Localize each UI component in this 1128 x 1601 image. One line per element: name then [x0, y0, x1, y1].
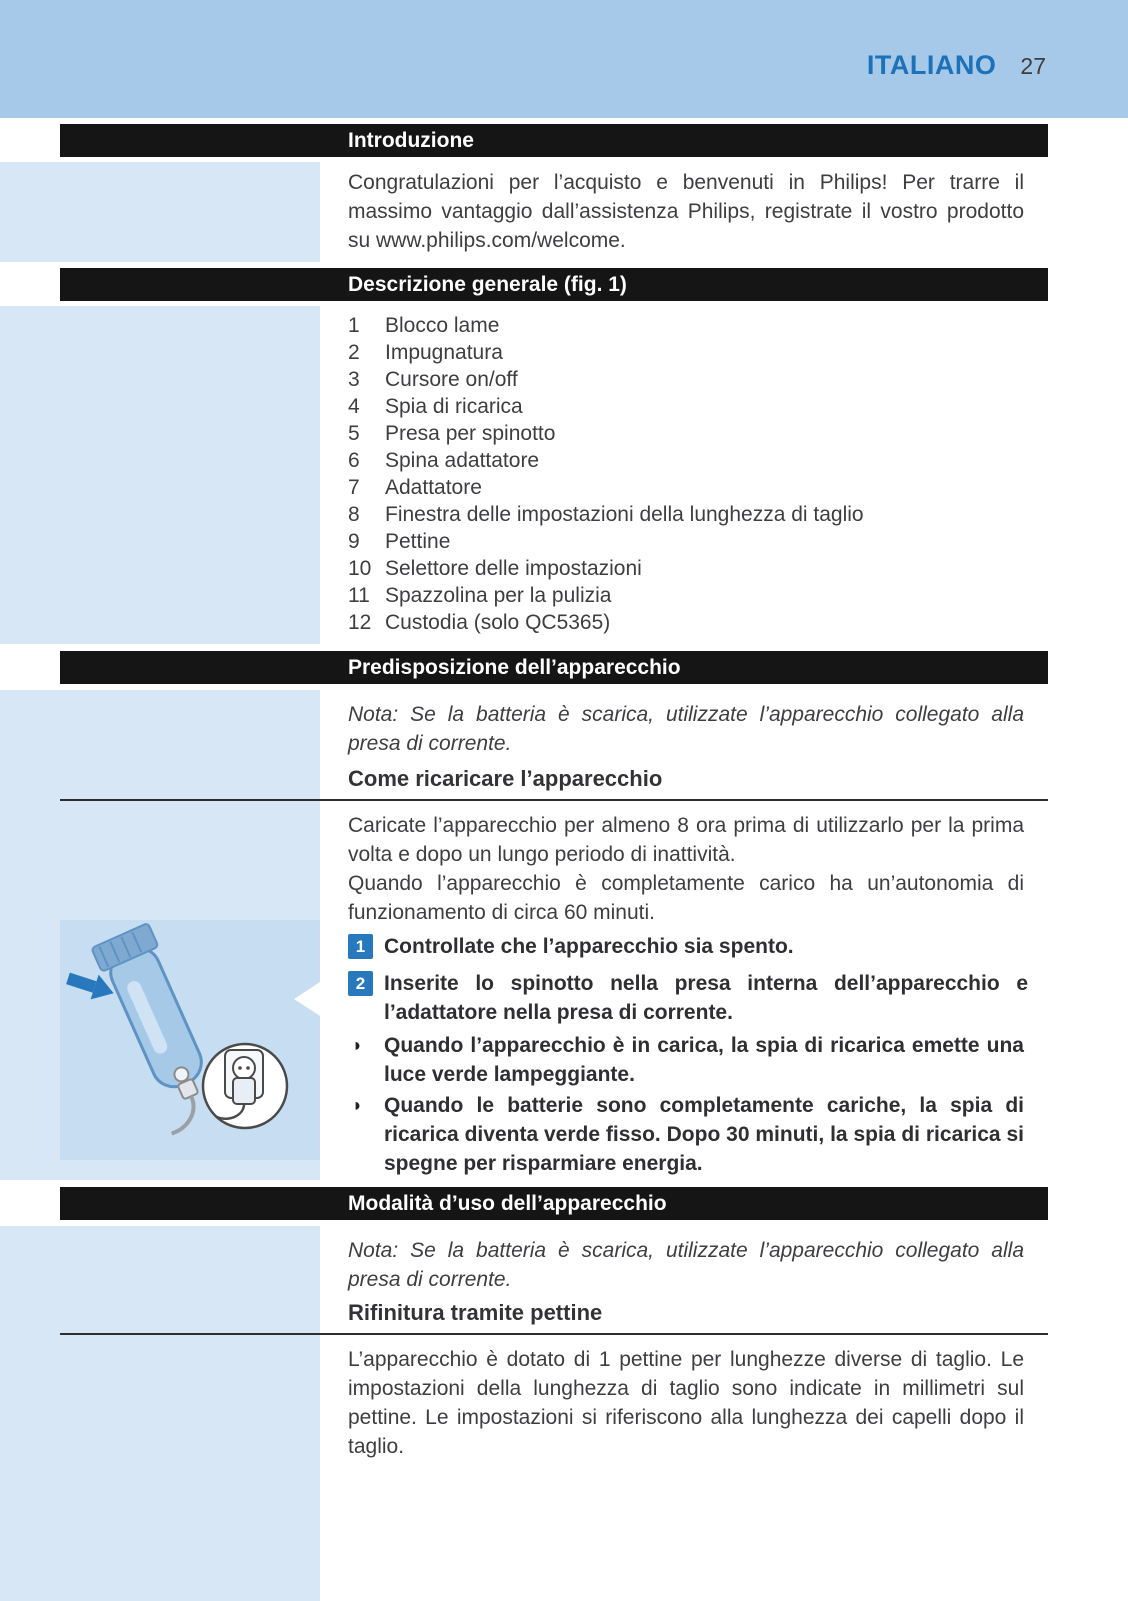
item-number: 5 — [348, 422, 360, 445]
comb-paragraph: L’apparecchio è dotato di 1 pettine per lunghezze diverse di taglio. Le impostazioni della lunghezza di taglio sono indicate in millimetri sul pettine. Le impostazioni si riferiscono alla lunghezza dei capelli dopo il taglio. — [348, 1348, 1024, 1458]
item-label: Cursore on/off — [385, 368, 518, 391]
bullet-icon: ◗ — [352, 1035, 363, 1055]
item-number: 6 — [348, 449, 360, 472]
item-number: 10 — [348, 557, 372, 580]
intro-paragraph: Congratulazioni per l’acquisto e benvenuti in Philips! Per trarre il massimo vantaggio dall’assistenza Philips, registrate il vostro prodotto su www.philips.com/welcome. — [348, 171, 1024, 252]
heading-rule — [60, 1333, 1048, 1335]
section-header-bar-predisposizione: Predisposizione dell’apparecchio — [60, 651, 1048, 684]
item-number: 12 — [348, 611, 372, 634]
subheading-ricarica: Come ricaricare l’apparecchio — [348, 766, 663, 791]
item-label: Finestra delle impostazioni della lunghezza di taglio — [385, 503, 864, 526]
result-bullet — [352, 1031, 1024, 1089]
step-item — [348, 969, 1028, 1027]
bullet-text: Quando le batterie sono completamente cariche, la spia di ricarica diventa verde fisso. Dopo 30 minuti, la spia di ricarica si spegne per risparmiare energia. — [384, 1094, 1024, 1175]
subheading-rifinitura: Rifinitura tramite pettine — [348, 1300, 603, 1325]
bullet-icon: ◗ — [352, 1095, 363, 1115]
power-socket-icon — [203, 1044, 287, 1128]
item-label: Selettore delle impostazioni — [385, 557, 642, 580]
item-label: Spina adattatore — [385, 449, 540, 472]
charging-paragraph-1: Caricate l’apparecchio per almeno 8 ora prima di utilizzarlo per la prima volta e dopo un lungo periodo di inattività. — [348, 814, 1024, 866]
step-item — [348, 932, 1028, 961]
language-label: ITALIANO — [866, 50, 997, 80]
list-item — [348, 339, 1038, 366]
list-item — [348, 447, 1038, 474]
list-item — [348, 393, 1038, 420]
list-item — [348, 312, 1038, 339]
list-item — [348, 609, 1038, 636]
item-label: Spazzolina per la pulizia — [385, 584, 612, 607]
result-bullet — [352, 1091, 1024, 1178]
battery-note: Nota: Se la batteria è scarica, utilizzate l’apparecchio collegato alla presa di corrente. — [348, 1239, 1024, 1291]
list-item — [348, 420, 1038, 447]
heading-rule — [60, 799, 1048, 801]
list-item — [348, 474, 1038, 501]
step-number-badge: 1 — [348, 934, 373, 959]
charging-paragraphs — [348, 811, 1024, 927]
bullet-text: Quando l’apparecchio è in carica, la spia di ricarica emette una luce verde lampeggiante. — [384, 1034, 1024, 1086]
item-label: Presa per spinotto — [385, 422, 556, 445]
item-number: 9 — [348, 530, 360, 553]
item-number: 8 — [348, 503, 360, 526]
item-label: Adattatore — [385, 476, 482, 499]
section-header-bar-modalita: Modalità d’uso dell’apparecchio — [60, 1187, 1048, 1220]
item-label: Custodia (solo QC5365) — [385, 611, 611, 634]
list-item — [348, 501, 1038, 528]
list-item — [348, 366, 1038, 393]
charging-paragraph-2: Quando l’apparecchio è completamente carico ha un’autonomia di funzionamento di circa 60 minuti. — [348, 872, 1024, 924]
list-item — [348, 555, 1038, 582]
section-bar-row — [0, 118, 1128, 162]
item-number: 1 — [348, 314, 360, 337]
battery-note: Nota: Se la batteria è scarica, utilizzate l’apparecchio collegato alla presa di corrente. — [348, 703, 1024, 755]
item-number: 2 — [348, 341, 360, 364]
section-bar-row — [0, 644, 1128, 690]
charging-illustration-box — [60, 920, 320, 1160]
step-number-badge: 2 — [348, 971, 373, 996]
item-number: 3 — [348, 368, 360, 391]
item-number: 11 — [348, 584, 370, 607]
charging-illustration — [60, 920, 320, 1160]
list-item — [348, 582, 1038, 609]
section-header-bar-introduzione: Introduzione — [60, 124, 1048, 157]
item-label: Pettine — [385, 530, 451, 553]
item-label: Blocco lame — [385, 314, 500, 337]
illustration-notch — [294, 982, 320, 1016]
item-label: Spia di ricarica — [385, 395, 523, 418]
item-label: Impugnatura — [385, 341, 503, 364]
list-item — [348, 528, 1038, 555]
section-header-bar-descrizione: Descrizione generale (fig. 1) — [60, 268, 1048, 301]
section-bar-row — [0, 1180, 1128, 1226]
page-header — [867, 50, 1046, 81]
item-number: 7 — [348, 476, 360, 499]
item-number: 4 — [348, 395, 360, 418]
section-bar-row — [0, 262, 1128, 306]
page-number: 27 — [1020, 53, 1046, 79]
left-sidebar-column — [0, 118, 320, 1601]
parts-list — [348, 312, 1038, 636]
step-text: Inserite lo spinotto nella presa interna dell’apparecchio e l’adattatore nella presa di corrente. — [384, 972, 1028, 1024]
step-text: Controllate che l’apparecchio sia spento. — [384, 935, 794, 958]
